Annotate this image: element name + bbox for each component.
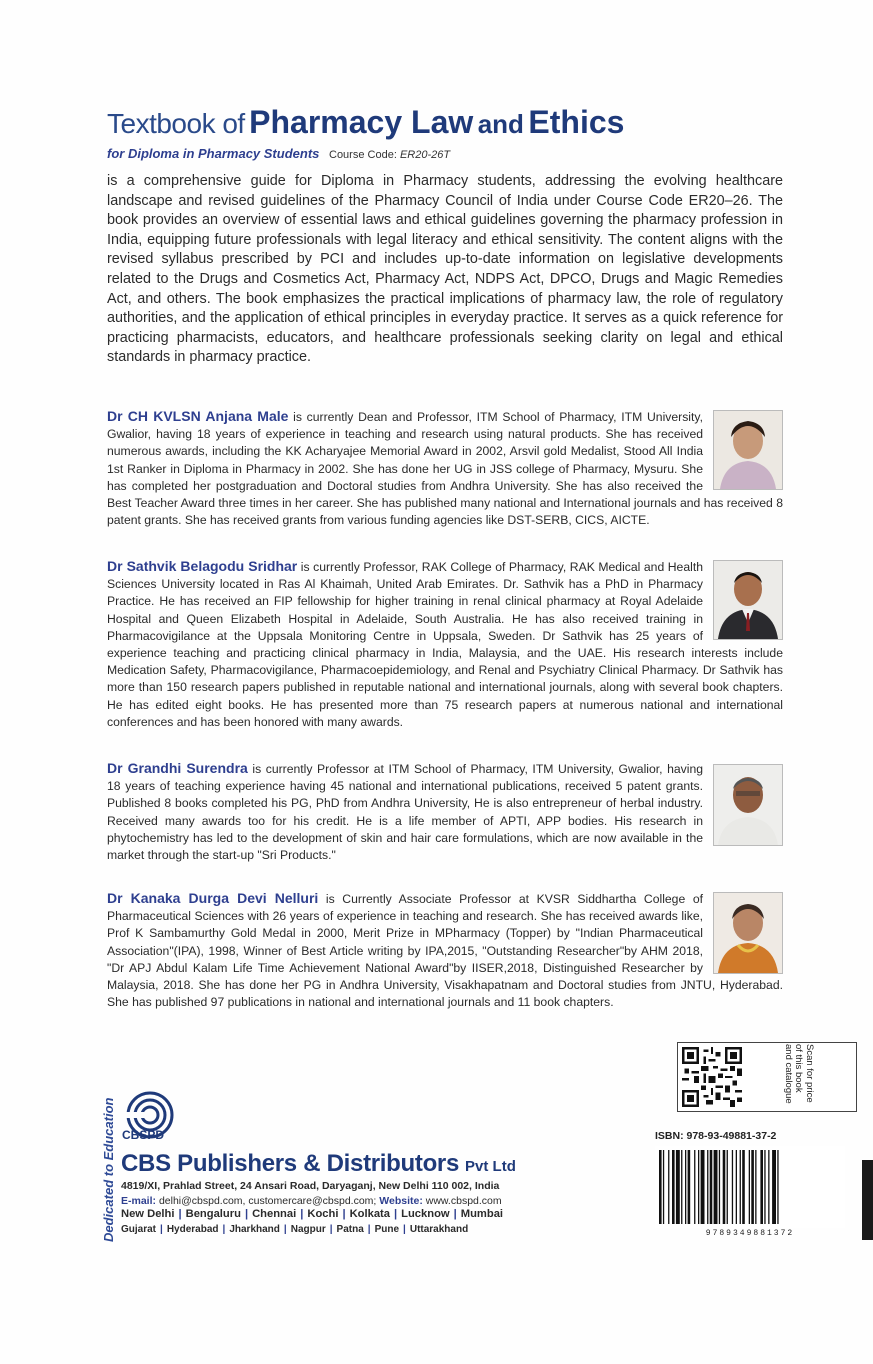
cities-row-1	[121, 1208, 503, 1220]
city-name: Patna	[336, 1224, 364, 1235]
author-text-4: is Currently Associate Professor at KVSR Siddhartha College of Pharmaceutical Sciences with 26 years of experience in teaching and research. She has received awards like, Prof K Sambamurthy Gold Medal in 2000, Merit Prize in MPharmacy (Topper) by "Indian Pharmaceutical Association"(IPA), 1998, Winner of Best Article writing by IPA,2015, "Outstanding Researcher"by AHM 2018, "Dr APJ Abdul Kalam Life Time Achievement National Award"by IISER,2018, Distinguished Researcher by Malaysia, 2018. She has done her PG in Andhra University, Visakhapatnam and Doctoral studies from JNTU, Hyderabad. She has published 97 publications in national and international journals and 11 book chapters.	[107, 892, 783, 1010]
address-text: 4819/XI, Prahlad Street, 24 Ansari Road, Daryaganj, New Delhi 110 002, India	[121, 1180, 500, 1192]
barcode-bar	[719, 1150, 720, 1224]
city-separator: |	[300, 1208, 304, 1220]
barcode-bar	[685, 1150, 686, 1224]
cities-row-2	[121, 1224, 468, 1235]
author-text-1: is currently Dean and Professor, ITM School of Pharmacy, ITM University, Gwalior, having 18 years of experience in teaching and research using natural products. She has received numerous awards, including the KK Acharyajee Memorial Award in 2002, Arsvil gold Medalist, Stood All India 1st Ranker in Diploma in Pharmacy in 2002. She has done her UG in JSS college of Pharmacy, Mysuru. She has completed her postgraduation and Doctoral studies from Andhra University. She has also received the Best Teacher Award three times in her career. She has published many national and International journals and has received 8 patent grants. She has received grants from various funding agencies like DST-SERB, CICS, AICTE.	[107, 410, 783, 528]
author-name-1: Dr CH KVLSN Anjana Male	[107, 408, 289, 424]
barcode-bar	[672, 1150, 675, 1224]
author-name-2: Dr Sathvik Belagodu Sridhar	[107, 558, 298, 574]
title-prefix: Textbook of	[107, 108, 245, 139]
city-separator: |	[178, 1208, 182, 1220]
barcode-bar	[736, 1150, 737, 1224]
publisher-tagline	[101, 1082, 123, 1242]
city-separator: |	[403, 1224, 406, 1235]
barcode-bar	[764, 1150, 765, 1224]
author-photo-1	[713, 410, 783, 490]
city-name: Lucknow	[401, 1208, 450, 1220]
author-photo-3	[713, 764, 783, 846]
barcode-bar	[749, 1150, 750, 1224]
barcode-bar	[694, 1150, 695, 1224]
barcode-bar	[714, 1150, 718, 1224]
author-bio-2	[107, 558, 783, 731]
barcode-bar	[742, 1150, 745, 1224]
barcode-bar	[659, 1150, 662, 1224]
course-code	[329, 149, 450, 161]
subtitle-text: for Diploma in Pharmacy Students	[107, 146, 320, 161]
barcode-bar	[707, 1150, 708, 1224]
barcode-bar	[681, 1150, 682, 1224]
city-separator: |	[367, 1224, 371, 1235]
city-name: New Delhi	[121, 1208, 175, 1220]
logo-label: CBSPD	[122, 1128, 165, 1142]
city-name: Bengaluru	[185, 1208, 241, 1220]
course-code-label: Course Code:	[329, 149, 397, 161]
city-name: Hyderabad	[166, 1224, 219, 1235]
author-bio-1	[107, 408, 783, 529]
barcode-bar	[755, 1150, 756, 1224]
city-name: Kolkata	[349, 1208, 390, 1220]
city-separator: |	[342, 1208, 346, 1220]
email-label: E-mail:	[121, 1195, 157, 1207]
barcode-bar	[701, 1150, 705, 1224]
barcode-bar	[740, 1150, 741, 1224]
city-separator: |	[244, 1208, 249, 1220]
author-name-4: Dr Kanaka Durga Devi Nelluri	[107, 890, 319, 906]
qr-panel	[677, 1042, 857, 1112]
title-main: Pharmacy Law	[249, 104, 474, 140]
author-text-2: is currently Professor, RAK College of Pharmacy, RAK Medical and Health Sciences University located in Ras Al Khaimah, United Arab Emirates. Dr. Sathvik has a PhD in Pharmacy Practice. He has received an FIP fellowship for higher training in renal clinical pharmacy at Royal Adelaide Hospital and Queen Elizabeth Hospital in Adelaide, South Australia. He has also received training in Pharmacovigilance at the Uppsala Monitoring Centre in Uppsala, Sweden. Dr Sathvik has 25 years of experience teaching and practicing clinical pharmacy in India, Malaysia, and the UAE. His research interests include Medication Safety, Pharmacovigilance, Pharmacoepidemiology, and Renal and Psychiatry Clinical Pharmacy. Dr Sathvik has more than 150 research papers published in reputable national and international journals, along with several book chapters. He has edited eight books. He has presented more than 75 research papers at numerous national and international conferences and has been honored with many awards.	[107, 560, 783, 729]
city-separator: |	[329, 1224, 333, 1235]
publisher-name	[121, 1150, 516, 1178]
barcode-bar	[768, 1150, 769, 1224]
city-name: Mumbai	[460, 1208, 504, 1220]
author-photo-2	[713, 560, 783, 640]
barcode-bar	[760, 1150, 763, 1224]
email-link[interactable]: delhi@cbspd.com, customercare@cbspd.com;	[158, 1195, 377, 1207]
author-text-3: is currently Professor at ITM School of Pharmacy, ITM University, Gwalior, having 18 years of teaching experience having 45 national and international publications, received 5 patent grants. Published 8 books completed his PG, PhD from Andhra University, He is also entrepreneur of herbal industry. Received many awards too for his credit. He is a life member of APTI, APP bodies. His research in phytochemistry has led to the development of skin and hair care formulations, which are now available in the market through the start-up "Sri Products."	[107, 762, 704, 863]
city-separator: |	[283, 1224, 287, 1235]
website-link[interactable]: www.cbspd.com	[425, 1195, 502, 1207]
city-name: Nagpur	[290, 1224, 326, 1235]
city-name: Kochi	[307, 1208, 339, 1220]
barcode-bar	[732, 1150, 733, 1224]
author-bio-4	[107, 890, 783, 1011]
publisher-address	[121, 1180, 499, 1192]
barcode-bar	[710, 1150, 713, 1224]
city-name: Chennai	[252, 1208, 297, 1220]
publisher-name-main: CBS Publishers & Distributors	[121, 1150, 460, 1177]
barcode-bar	[668, 1150, 669, 1224]
qr-caption	[748, 1044, 818, 1110]
city-separator: |	[394, 1208, 398, 1220]
city-separator: |	[453, 1208, 457, 1220]
course-code-value: ER20-26T	[399, 149, 451, 161]
barcode-bar	[723, 1150, 726, 1224]
title-end: Ethics	[528, 104, 625, 140]
intro-paragraph: is a comprehensive guide for Diploma in Pharmacy students, addressing the evolving healthcare landscape and revised guidelines of the Pharmacy Council of India under Course Code ER20–26. The book provides an overview of essential laws and ethical guidelines governing the pharmacy profession in India, equipping future professionals with legal literacy and ethical sensitivity. The content aligns with the revised syllabus prescribed by PCI and includes up-to-date information on legislative developments related to the Drugs and Cosmetics Act, Pharmacy Act, NDPS Act, DPCO, Drugs and Magic Remedies Act, and others. The book emphasizes the practical implications of pharmacy law, the role of regulatory authorities, and the application of ethical principles in everyday practice. It serves as a quick reference for practicing pharmacists, educators, and healthcare professionals seeking clarity on legal and ethical standards in pharmacy practice.	[107, 173, 783, 366]
book-title	[107, 104, 624, 141]
barcode-bar	[777, 1150, 778, 1224]
author-name-3: Dr Grandhi Surendra	[107, 760, 248, 776]
publisher-suffix: Pvt Ltd	[465, 1158, 516, 1175]
barcode-bar	[751, 1150, 754, 1224]
isbn-label: ISBN: 978-93-49881-37-2	[655, 1130, 777, 1142]
city-name: Jharkhand	[229, 1224, 280, 1235]
barcode-digits: 9789349881372	[705, 1229, 795, 1238]
barcode-bar	[698, 1150, 699, 1224]
qr-caption-text: Scan for price of this book and catalogue	[783, 1044, 815, 1104]
page-edge	[862, 1160, 873, 1240]
book-subtitle	[107, 146, 450, 161]
city-name: Uttarakhand	[409, 1224, 469, 1235]
author-bio-3	[107, 760, 783, 864]
barcode-bar	[688, 1150, 691, 1224]
author-photo-4	[713, 892, 783, 974]
barcode-bar	[663, 1150, 664, 1224]
qr-code-icon[interactable]	[682, 1047, 742, 1107]
city-name: Pune	[374, 1224, 400, 1235]
barcode-bar	[772, 1150, 776, 1224]
city-separator: |	[222, 1224, 226, 1235]
city-separator: |	[160, 1224, 163, 1235]
tagline-text: Dedicated to Education	[101, 1097, 116, 1242]
publisher-contacts	[121, 1195, 502, 1207]
barcode-bar	[727, 1150, 728, 1224]
title-and: and	[477, 109, 524, 139]
city-name: Gujarat	[121, 1224, 157, 1235]
barcode-bar	[676, 1150, 680, 1224]
website-label: Website:	[379, 1195, 423, 1207]
barcode-icon	[655, 1146, 845, 1228]
